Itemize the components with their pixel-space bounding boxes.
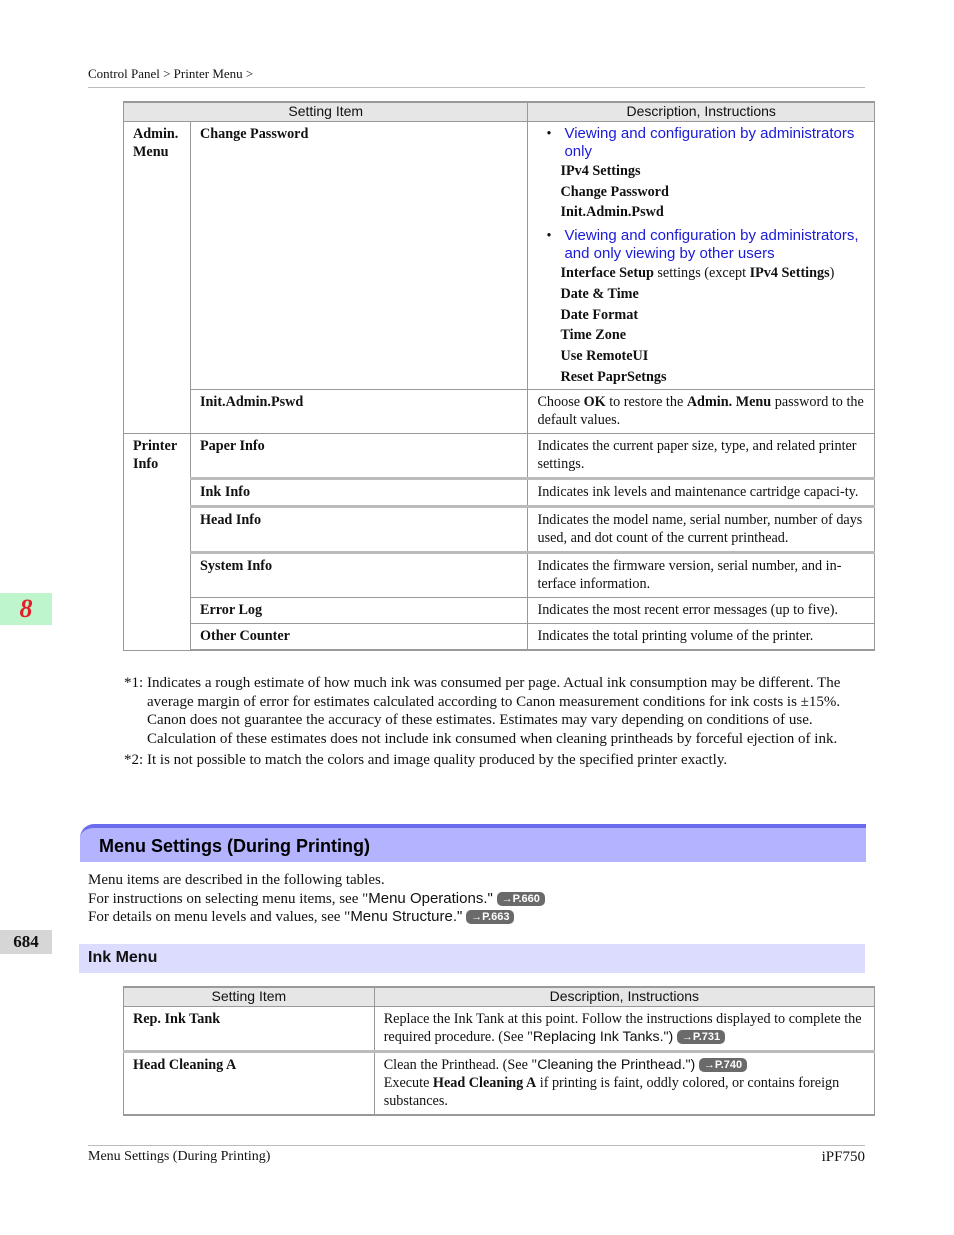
list-item: Init.Admin.Pswd: [560, 204, 664, 221]
footnote-key: *1:: [124, 675, 144, 691]
col-header-description: Description, Instructions: [374, 987, 874, 1007]
link-admin-only[interactable]: Viewing and configuration by administrators only: [564, 125, 855, 160]
section-title: Menu Settings (During Printing): [99, 836, 370, 856]
link-admin-view[interactable]: Viewing and configuration by administrators, and only viewing by other users: [564, 227, 859, 263]
bullet-admin-view: • Viewing and configuration by administrators, and only viewing by other users: [542, 227, 865, 263]
item-ink-info: Ink Info: [190, 479, 527, 507]
col-header-setting: Setting Item: [124, 102, 528, 122]
bullet-admin-only: • Viewing and configuration by administrators only: [542, 125, 865, 161]
desc-ink-info: Indicates ink levels and maintenance cartridge capaci-ty.: [528, 479, 875, 507]
item-error-log: Error Log: [190, 598, 527, 624]
admin-list: [542, 161, 865, 223]
desc-rep-ink-tank: Replace the Ink Tank at this point. Follow the instructions displayed to complete the required procedure. (See "Replacing Ink Tanks.") →P.731: [374, 1007, 874, 1052]
intro-line: For instructions on selecting menu items, see "Menu Operations." →P.660: [88, 890, 545, 909]
footnote-text: Indicates a rough estimate of how much ink was consumed per page. Actual ink consumption may be different. The average margin of error for estimates calculated according to Canon measurement conditions for ink costs is ±15%. Canon does not guarantee the accuracy of these estimates. Estimates may vary depending on conditions of use. Calculation of these estimates does not include ink consumed when cleaning printheads by forceful ejection of ink.: [147, 675, 841, 747]
footnote: [124, 674, 864, 748]
footnote-text: It is not possible to match the colors and image quality produced by the specified printer exactly.: [147, 752, 728, 769]
desc-error-log: Indicates the most recent error messages (up to five).: [528, 598, 875, 624]
list-item: Reset PaprSetngs: [560, 368, 667, 385]
desc-head-cleaning-a: Clean the Printhead. (See "Cleaning the Printhead.") →P.740 Execute Head Cleaning A if printing is faint, oddly colored, or contains foreign substances.: [374, 1052, 874, 1116]
group-printer-info: Printer Info: [124, 434, 191, 651]
group-admin-menu: Admin. Menu: [124, 122, 191, 434]
list-item: Date Format: [560, 306, 639, 323]
page-ref-660[interactable]: →P.660: [497, 892, 545, 906]
intro-line: Menu items are described in the following tables.: [88, 872, 385, 888]
desc-init-admin-pswd: Choose OK to restore the Admin. Menu password to the default values.: [528, 390, 875, 434]
col-header-setting: Setting Item: [124, 987, 375, 1007]
header-rule: [88, 87, 865, 88]
intro-line: For details on menu levels and values, see "Menu Structure." →P.663: [88, 908, 545, 927]
item-head-info: Head Info: [190, 507, 527, 553]
list-item: Time Zone: [560, 327, 627, 344]
footer-section-name: Menu Settings (During Printing): [88, 1149, 271, 1164]
printer-menu-table: [123, 101, 875, 651]
chapter-tab[interactable]: 8: [0, 593, 52, 625]
subsection-title: Ink Menu: [88, 949, 158, 966]
footer-rule: [88, 1145, 865, 1146]
desc-paper-info: Indicates the current paper size, type, and related printer settings.: [528, 434, 875, 479]
list-item: Date & Time: [560, 285, 639, 302]
item-change-password: Change Password: [190, 122, 527, 390]
link-menu-structure[interactable]: Menu Structure.": [350, 908, 463, 926]
footnote-key: *2:: [124, 752, 144, 769]
page-ref-663[interactable]: →P.663: [466, 910, 514, 924]
footer-model: iPF750: [821, 1149, 865, 1165]
footnote: [124, 751, 864, 770]
desc-system-info: Indicates the firmware version, serial number, and in-terface information.: [528, 553, 875, 598]
shared-list: [542, 263, 865, 387]
section-heading: [80, 824, 866, 862]
list-item: Change Password: [560, 183, 669, 200]
desc-change-password: [528, 122, 875, 390]
page-number: 684: [0, 930, 52, 954]
subsection-heading: [79, 944, 865, 973]
ink-menu-table: [123, 986, 875, 1116]
item-paper-info: Paper Info: [190, 434, 527, 479]
list-item: Use RemoteUI: [560, 347, 649, 364]
desc-head-info: Indicates the model name, serial number, number of days used, and dot count of the current printhead.: [528, 507, 875, 553]
desc-other-counter: Indicates the total printing volume of the printer.: [528, 624, 875, 651]
page-ref-731[interactable]: →P.731: [677, 1030, 725, 1044]
list-item: Interface Setup settings (except IPv4 Settings): [560, 265, 835, 282]
list-item: IPv4 Settings: [560, 163, 641, 179]
footnotes: [124, 674, 864, 773]
page-ref-740[interactable]: →P.740: [699, 1058, 747, 1072]
link-replacing-ink-tanks[interactable]: Replacing Ink Tanks."): [532, 1029, 674, 1045]
item-system-info: System Info: [190, 553, 527, 598]
col-header-description: Description, Instructions: [528, 102, 875, 122]
link-menu-operations[interactable]: Menu Operations.": [368, 889, 493, 907]
link-cleaning-printhead[interactable]: Cleaning the Printhead."): [537, 1057, 696, 1073]
section-intro: [88, 871, 545, 927]
item-init-admin-pswd: Init.Admin.Pswd: [190, 390, 527, 434]
item-other-counter: Other Counter: [190, 624, 527, 651]
item-rep-ink-tank: Rep. Ink Tank: [124, 1007, 375, 1052]
breadcrumb: Control Panel > Printer Menu >: [88, 66, 254, 81]
item-head-cleaning-a: Head Cleaning A: [124, 1052, 375, 1116]
